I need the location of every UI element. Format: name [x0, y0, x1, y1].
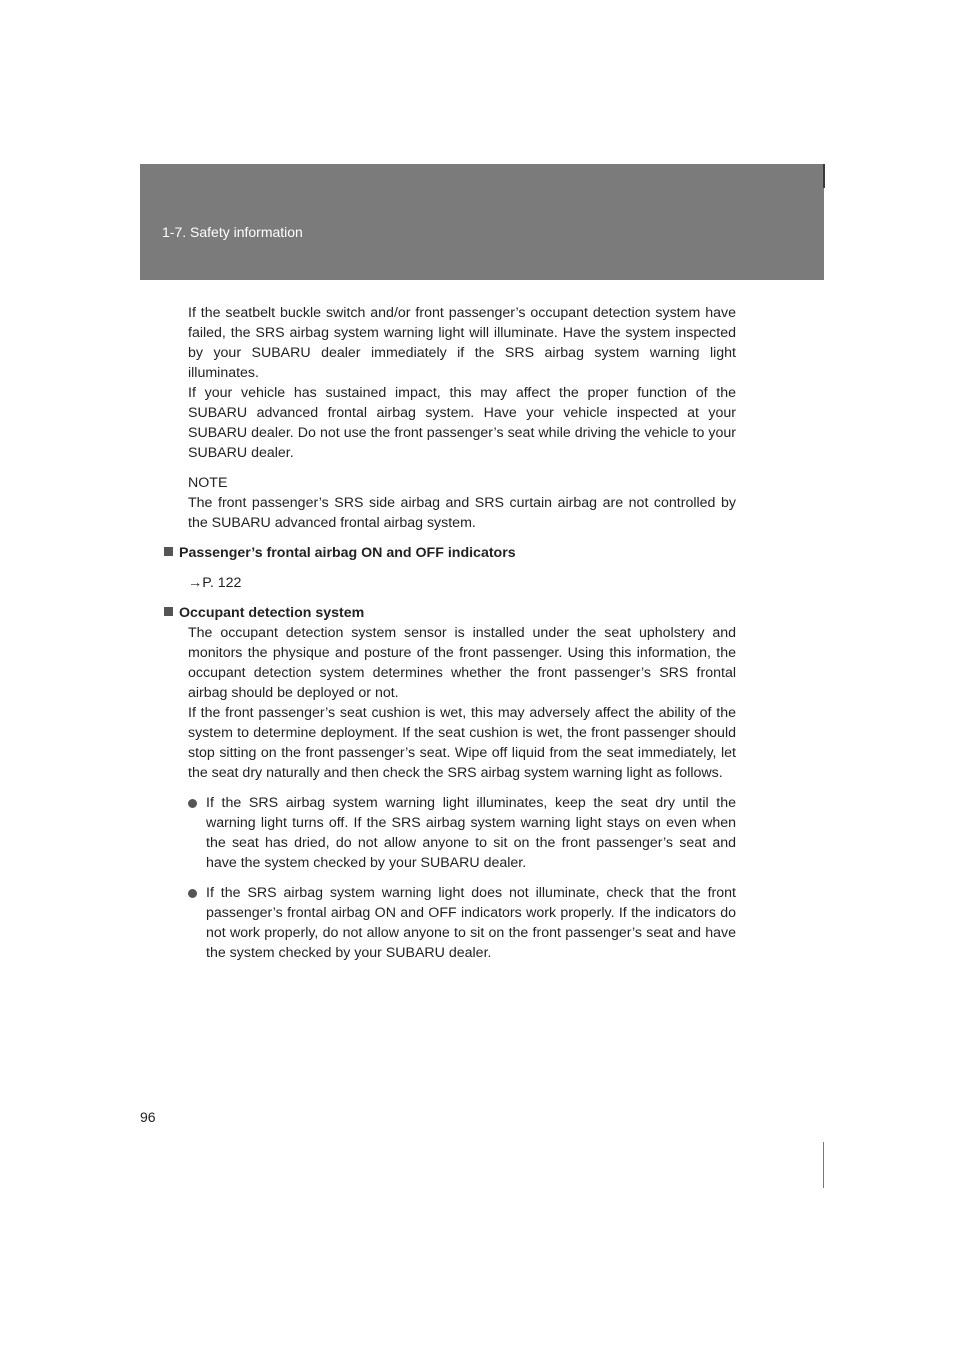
section-paragraph: The occupant detection system sensor is installed under the seat upholstery and monitors the physique and posture of the front passenger. Using this information, the occupant detection system determines whether the front passenger’s SRS frontal airbag should be deployed or not. — [188, 625, 736, 701]
section-square-icon — [164, 607, 173, 616]
section-heading-text: Passenger’s frontal airbag ON and OFF indicators — [179, 545, 516, 561]
edge-tick-top — [823, 164, 825, 188]
bullet-dot-icon — [188, 889, 197, 898]
edge-tick-bottom — [823, 1142, 824, 1188]
section-square-icon — [164, 547, 173, 556]
bullet-item — [188, 883, 736, 963]
note-label: NOTE — [188, 475, 228, 491]
section-paragraph: If the front passenger’s seat cushion is wet, this may adversely affect the ability of the system to determine deployment. If the seat cushion is wet, the front passenger should stop sitting on the front passenger’s seat. Wipe off liquid from the seat immediately, let the seat dry naturally and then check the SRS airbag system warning light as follows. — [188, 705, 736, 781]
header-band — [140, 164, 824, 280]
bullet-text: If the SRS airbag system warning light does not illuminate, check that the front passenger’s frontal airbag ON and OFF indicators work properly. If the indicators do not work properly, do not allow anyone to sit on the front passenger’s seat and have the system checked by your SUBARU dealer. — [206, 885, 736, 961]
intro-paragraph: If the seatbelt buckle switch and/or front passenger’s occupant detection system have failed, the SRS airbag system warning light will illuminate. Have the system inspected by your SUBARU dealer immediately if the SRS airbag system warning light illuminates. — [188, 305, 736, 381]
page-number: 96 — [140, 1109, 156, 1125]
page-content — [179, 303, 736, 963]
bullet-item — [188, 793, 736, 873]
bullet-text: If the SRS airbag system warning light illuminates, keep the seat dry until the warning light turns off. If the SRS airbag system warning light stays on even when the seat has dried, do not allow anyone to sit on the front passenger’s seat and have the system checked by your SUBARU dealer. — [206, 795, 736, 871]
section-heading-text: Occupant detection system — [179, 605, 365, 621]
section-title: 1-7. Safety information — [162, 224, 303, 240]
bullet-dot-icon — [188, 799, 197, 808]
section-heading-occupant — [164, 603, 736, 623]
intro-paragraph: If your vehicle has sustained impact, this may affect the proper function of the SUBARU advanced frontal airbag system. Have your vehicle inspected at your SUBARU dealer. Do not use the front passenger’s seat while driving the vehicle to your SUBARU dealer. — [188, 385, 736, 461]
note-text: The front passenger’s SRS side airbag and SRS curtain airbag are not controlled by the SUBARU advanced frontal airbag system. — [188, 495, 736, 531]
section-heading-indicators — [164, 543, 736, 563]
page-reference-link[interactable]: →P. 122 — [188, 575, 242, 591]
